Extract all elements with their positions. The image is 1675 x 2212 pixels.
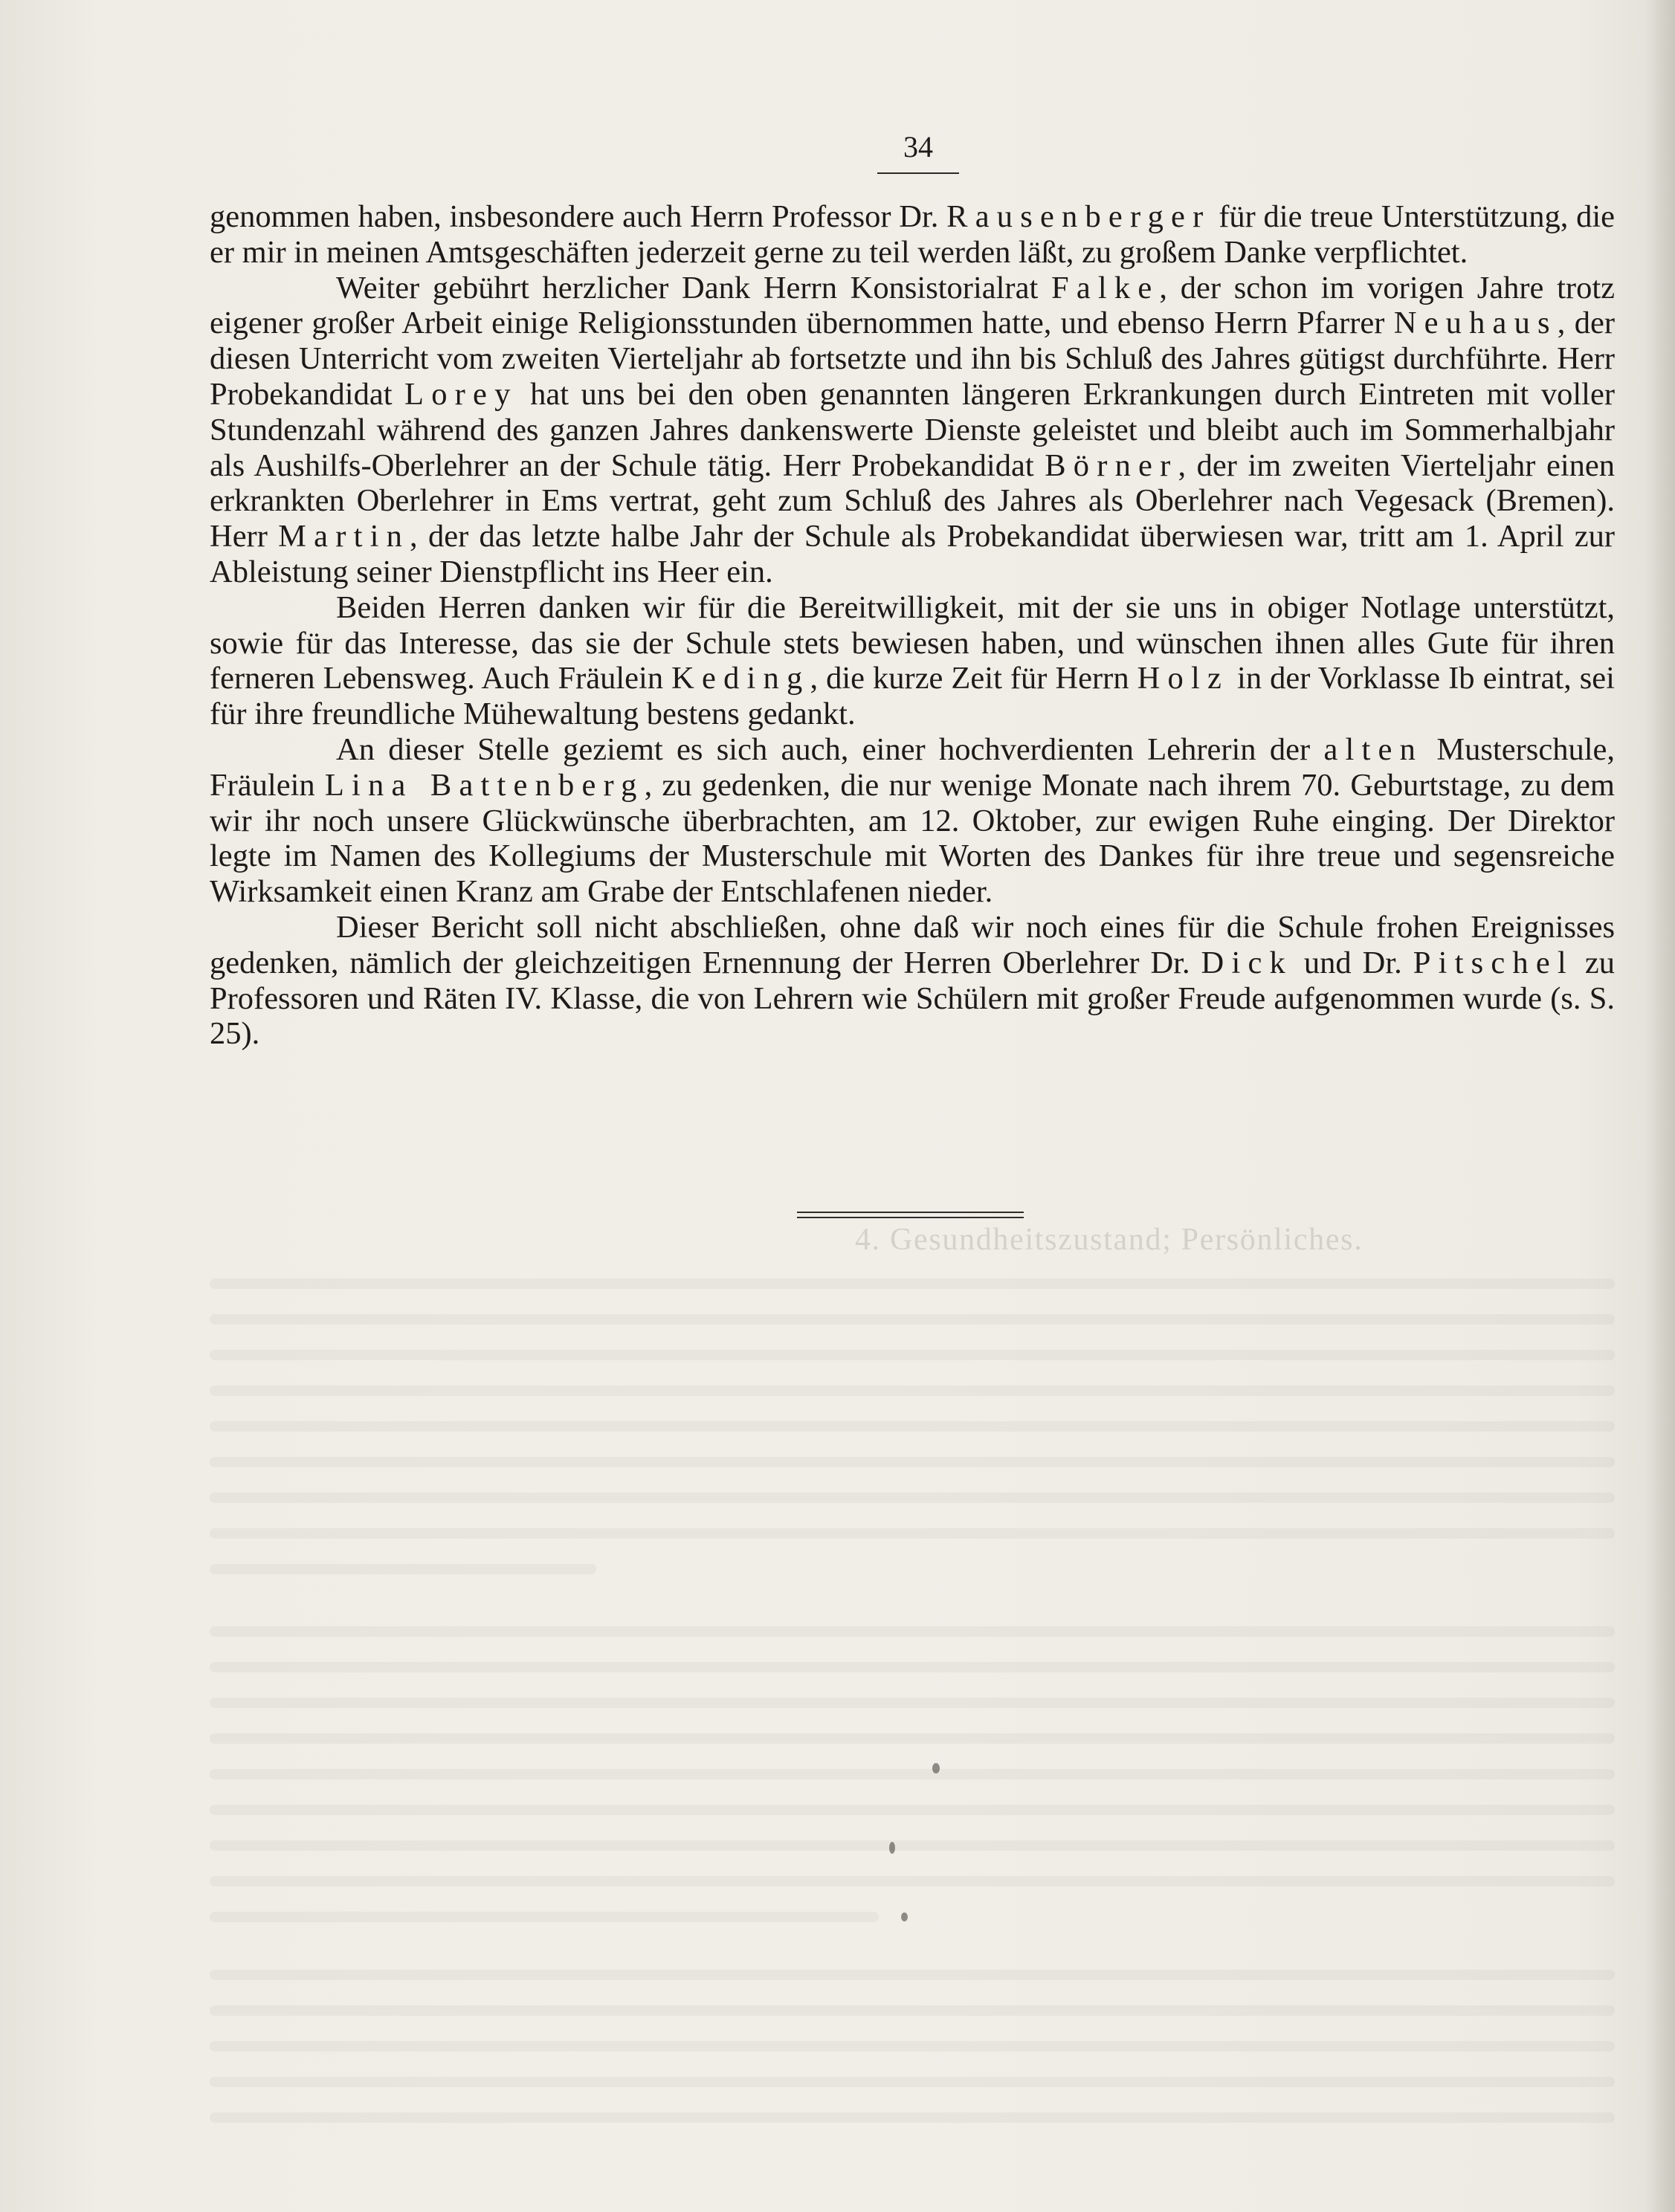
show-through-line	[210, 1385, 1615, 1396]
show-through-line	[210, 1350, 1615, 1360]
show-through-line	[210, 1912, 879, 1922]
paragraph	[210, 732, 1615, 910]
text-run: An dieser Stelle geziemt es sich auch, einer hochverdienten Lehrerin der	[336, 731, 1324, 767]
show-through-text	[210, 1278, 1615, 2141]
spaced-name: Neuhaus	[1393, 305, 1558, 341]
body-text	[210, 199, 1615, 1052]
show-through-line	[210, 1278, 1615, 1289]
spaced-name: Lina Battenberg	[324, 767, 645, 803]
text-run: hat uns bei den oben genannten längeren Erkrankungen durch Eintreten mit voller Stundenzahl während des ganzen Jahres dankenswerte Dienste geleistet und bleibt auch im Sommerhalbjahr als Aushilfs-Oberlehrer an der Schule tätig. Herr Probekandidat	[210, 376, 1615, 483]
spaced-name: alten	[1323, 731, 1424, 767]
spaced-name: Falke	[1050, 270, 1160, 305]
text-run: genommen haben, insbesondere auch Herrn Professor Dr.	[210, 199, 947, 234]
text-run: , zu gedenken, die nur wenige Monate nach ihrem 70. Geburtstage, zu dem wir ihr noch unsere Glückwünsche überbrachten, am 12. Oktober, zur ewigen Ruhe einging. Der Direktor legte im Namen des Kollegiums der Musterschule mit Worten des Dankes für ihre treue und segensreiche Wirksamkeit einen Kranz am Grabe der Entschlafenen nieder.	[210, 767, 1615, 910]
paragraph	[210, 910, 1615, 1052]
text-run: , der diesen Unterricht vom zweiten Vierteljahr ab fortsetzte und ihn bis Schluß des Jahres gütigst durchführte. Herr Probekandidat	[210, 305, 1615, 412]
text-run: Weiter gebührt herzlicher Dank Herrn Konsistorialrat	[336, 270, 1051, 305]
spaced-name: Martin	[278, 519, 410, 554]
spaced-name: Rausenberger	[946, 199, 1211, 234]
text-run: für die treue Unterstützung, die er mir in meinen Amtsgeschäften jederzeit gerne zu teil werden läßt, zu großem Danke verpflichtet.	[210, 199, 1616, 270]
text-run: Musterschule, Fräulein	[210, 731, 1615, 803]
show-through-line	[210, 2112, 1615, 2123]
show-through-line	[210, 1805, 1615, 1815]
paragraph	[210, 199, 1615, 271]
show-through-line	[210, 1314, 1615, 1325]
text-run: und Dr.	[1292, 945, 1413, 980]
spaced-name: Dick	[1201, 945, 1293, 980]
show-through-line	[210, 1733, 1615, 1744]
show-through-line	[210, 2005, 1615, 2016]
ink-speck	[901, 1912, 908, 1921]
show-through-line	[210, 1528, 1615, 1539]
page-number: 34	[903, 130, 933, 164]
text-run: , die kurze Zeit für Herrn	[810, 661, 1137, 696]
show-through-line	[210, 1662, 1615, 1672]
text-run: Beiden Herren danken wir für die Bereitwilligkeit, mit der sie uns in obiger Notlage unterstützt, sowie für das Interesse, das sie der Schule stets bewiesen haben, und wünschen ihnen alles Gute für ihren ferneren Lebensweg. Auch Fräulein	[210, 589, 1615, 696]
show-through-line	[210, 1840, 1615, 1851]
show-through-line	[210, 1421, 1615, 1432]
show-through-line	[210, 1970, 1615, 1980]
text-run: zu Professoren und Räten IV. Klasse, die von Lehrern wie Schülern mit großer Freude aufgenommen wurde (s. S. 25).	[210, 945, 1615, 1052]
show-through-line	[210, 1626, 1615, 1637]
paragraph	[210, 271, 1615, 590]
show-through-line	[210, 2077, 1615, 2087]
ink-speck	[889, 1842, 895, 1854]
show-through-line	[210, 1457, 1615, 1467]
text-run: , der das letzte halbe Jahr der Schule als Probekandidat überwiesen war, tritt am 1. April zur Ableistung seiner Dienstpflicht ins Heer ein.	[210, 519, 1615, 589]
ink-speck	[932, 1763, 940, 1773]
paragraph	[210, 590, 1615, 732]
spaced-name: Lorey	[404, 376, 518, 412]
show-through-line	[210, 1493, 1615, 1503]
show-through-line	[210, 1769, 1615, 1779]
page-number-rule	[877, 172, 959, 174]
spaced-name: Keding	[671, 661, 810, 696]
show-through-line	[210, 1698, 1615, 1708]
spaced-name: Börner	[1045, 447, 1178, 483]
section-separator	[797, 1212, 1024, 1218]
text-run: , der im zweiten Vierteljahr einen erkrankten Oberlehrer in Ems vertrat, geht zum Schluß des Jahres als Oberlehrer nach Vegesack (Bremen). Herr	[210, 447, 1615, 554]
page-edge-shadow	[1645, 0, 1675, 2212]
show-through-line	[210, 1876, 1615, 1886]
show-through-heading: 4. Gesundheitszustand; Persönliches.	[855, 1223, 1363, 1257]
show-through-line	[210, 2041, 1615, 2051]
spaced-name: Pitschel	[1413, 945, 1574, 980]
text-run: , der schon im vorigen Jahre trotz eigener großer Arbeit einige Religionsstunden übernommen hatte, und ebenso Herrn Pfarrer	[210, 270, 1615, 341]
text-run: in der Vorklasse Ib eintrat, sei für ihre freundliche Mühewaltung bestens gedankt.	[210, 661, 1615, 732]
spaced-name: Holz	[1137, 661, 1230, 696]
show-through-line	[210, 1564, 596, 1574]
text-run: Dieser Bericht soll nicht abschließen, ohne daß wir noch eines für die Schule frohen Ereignisses gedenken, nämlich der gleichzeitigen Ernennung der Herren Oberlehrer Dr.	[210, 909, 1615, 980]
